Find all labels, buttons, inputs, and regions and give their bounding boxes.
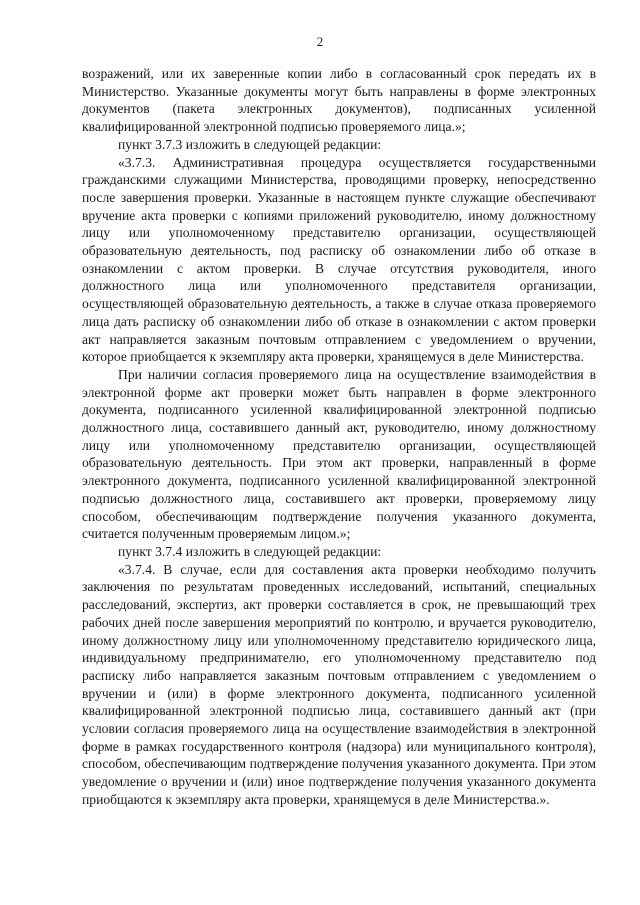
document-body <box>82 65 596 809</box>
paragraph-electronic-form: При наличии согласия проверяемого лица на осуществление взаимодействия в электронной форме акт проверки может быть направлен в форме электронного документа, подписанного усиленной квалифицированной электронной подписью должностного лица, составившего данный акт, руководителю, иному должностному лицу или уполномоченному представителю организации, осуществляющей образовательную деятельность. При этом акт проверки, направленный в форме электронного документа, подписанного усиленной квалифицированной электронной подписью должностного лица, составившего акт проверки, проверяемому лицу способом, обеспечивающим подтверждение получения указанного документа, считается полученным проверяемым лицом.»; <box>82 366 596 542</box>
paragraph-point-3-7-4-heading: пункт 3.7.4 изложить в следующей редакции: <box>118 543 382 559</box>
page-number: 2 <box>316 34 324 49</box>
paragraph-3-7-3: «3.7.3. Административная процедура осуществляется государственными гражданскими служащими Министерства, проводящими проверку, непосредственно после завершения проверки. Указанные в настоящем пункте служащие обеспечивают вручение акта проверки с копиями приложений руководителю, иному должностному лицу или уполномоченному представителю организации, осуществляющей образовательную деятельность, под расписку об ознакомлении либо об отказе в ознакомлении с актом проверки. В случае отсутствия руководителя, иного должностного лица или уполномоченного представителя организации, осуществляющей образовательную деятельность, а также в случае отказа проверяемого лица дать расписку об ознакомлении либо об отказе в ознакомлении с актом проверки акт направляется заказным почтовым отправлением с уведомлением о вручении, которое приобщается к экземпляру акта проверки, хранящемуся в деле Министерства. <box>82 154 596 365</box>
paragraph-point-3-7-3-heading: пункт 3.7.3 изложить в следующей редакции: <box>118 136 382 152</box>
paragraph-continuation: возражений, или их заверенные копии либо в согласованный срок передать их в Министерство. Указанные документы могут быть направлены в форме электронных документов (пакета электронных документов), подписанных усиленной квалифицированной электронной подписью проверяемого лица.»; <box>82 66 596 135</box>
paragraph-3-7-4: «3.7.4. В случае, если для составления акта проверки необходимо получить заключения по результатам проведенных исследований, испытаний, специальных расследований, экспертиз, акт проверки составляется в срок, не превышающий трех рабочих дней после завершения мероприятий по контролю, и вручается руководителю, иному должностному лицу или уполномоченному представителю юридического лица, индивидуальному предпринимателю, его уполномоченному представителю под расписку либо направляется заказным почтовым отправлением с уведомлением о вручении и (или) в форме электронного документа, подписанного усиленной квалифицированной электронной подписью лица, составившего данный акт (при условии согласия проверяемого лица на осуществление взаимодействия в электронной форме в рамках государственного контроля (надзора) или муниципального контроля), способом, обеспечивающим подтверждение получения указанного документа. При этом уведомление о вручении и (или) иное подтверждение получения указанного документа приобщаются к экземпляру акта проверки, хранящемуся в деле Министерства.». <box>82 561 596 807</box>
